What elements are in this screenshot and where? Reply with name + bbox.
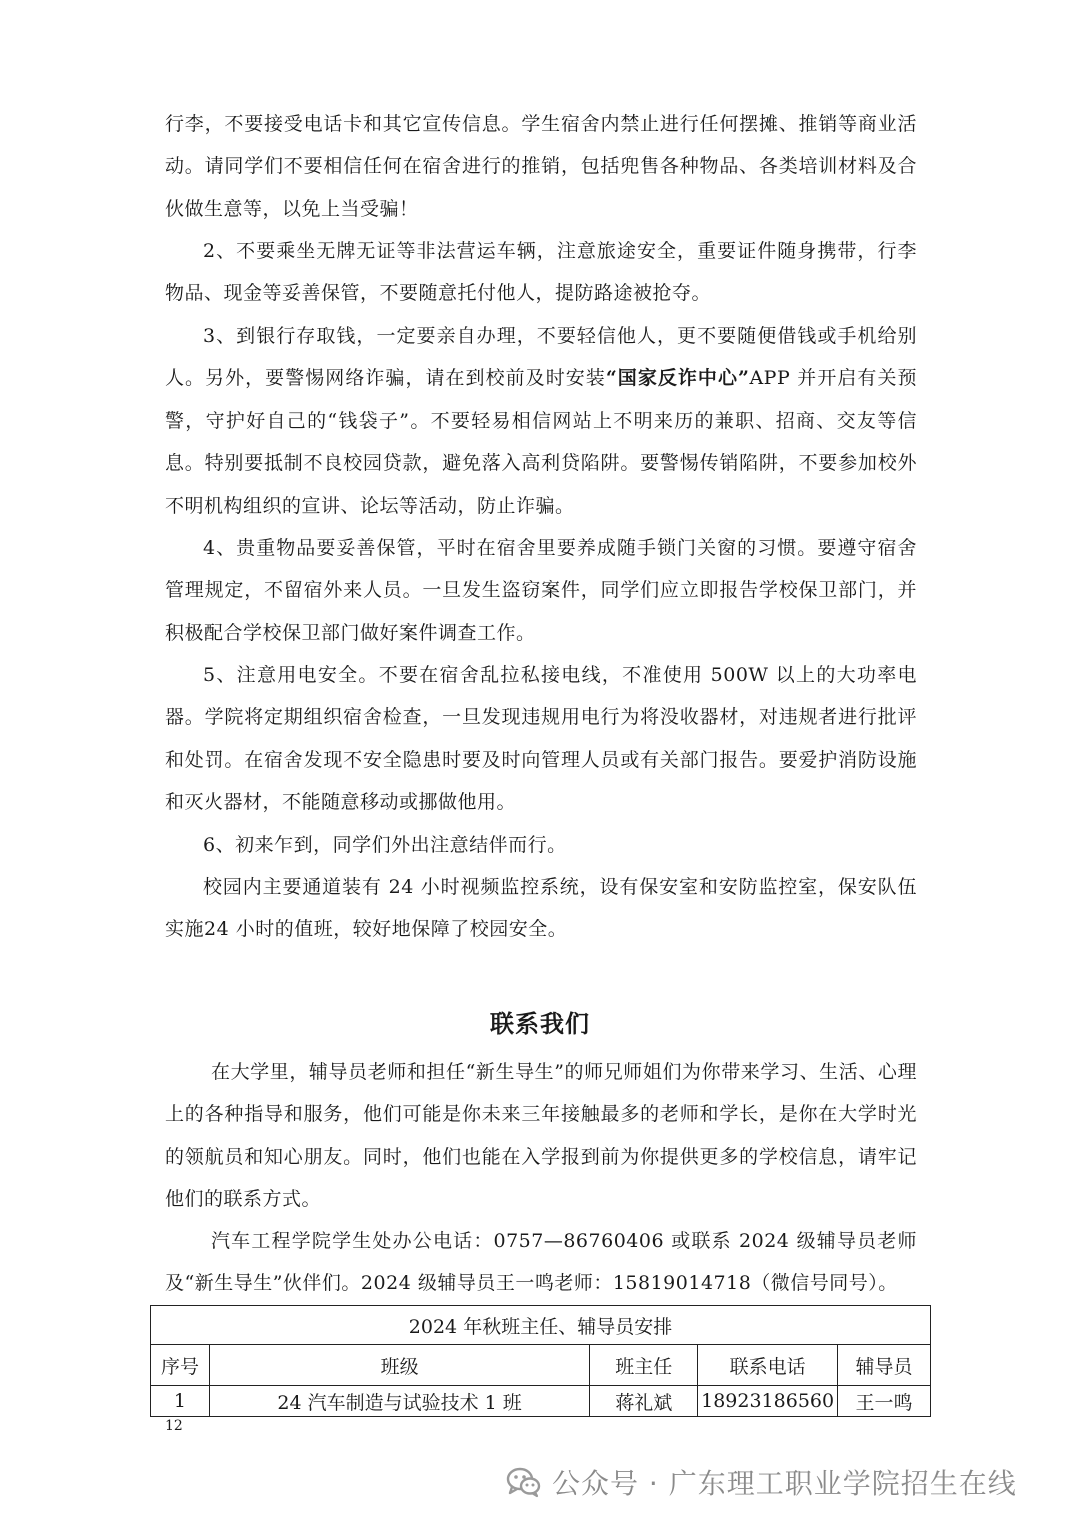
wechat-icon	[506, 1466, 542, 1498]
contact-intro: 在大学里，辅导员老师和担任“新生导生”的师兄师姐们为你带来学习、生活、心理上的各种指导和服务，他们可能是你未来三年接触最多的老师和学长，是你在大学时光的领航员和知心朋友。同时，他们也能在入学报到前为你提供更多的学校信息，请牢记他们的联系方式。	[165, 1061, 917, 1211]
contact-info: 汽车工程学院学生处办公电话：0757—86760406 或联系 2024 级辅导员老师及“新生导生”伙伴们。2024 级辅导员王一鸣老师：15819014718（微信号同号）。	[165, 1230, 917, 1295]
table-caption: 2024 年秋班主任、辅导员安排	[151, 1306, 931, 1345]
cell-phone: 18923186560	[698, 1386, 838, 1417]
page-number: 12	[165, 1418, 183, 1434]
cell-class: 24 汽车制造与试验技术 1 班	[209, 1386, 589, 1417]
assignment-table	[150, 1305, 931, 1417]
anti-fraud-app-name: “国家反诈中心”	[605, 367, 750, 390]
contact-section-title: 联系我们	[490, 1010, 590, 1038]
paragraph-5: 5、注意用电安全。不要在宿舍乱拉私接电线，不准使用 500W 以上的大功率电器。学院将定期组织宿舍检查，一旦发现违规用电行为将没收器材，对违规者进行批评和处罚。在宿舍发现不安全隐患时要及时向管理人员或有关部门报告。要爱护消防设施和灭火器材，不能随意移动或挪做他用。	[165, 664, 917, 814]
header-counselor: 辅导员	[838, 1345, 931, 1386]
cell-counselor: 王一鸣	[838, 1386, 931, 1417]
paragraph-3-after: APP 并开启有关预警，守护好自己的“钱袋子”。不要轻易相信网站上不明来历的兼职、招商、交友等信息。特别要抵制不良校园贷款，避免落入高利贷陷阱。要警惕传销陷阱，不要参加校外不明机构组织的宣讲、论坛等活动，防止诈骗。	[165, 367, 917, 517]
header-index: 序号	[151, 1345, 210, 1386]
header-phone: 联系电话	[698, 1345, 838, 1386]
wechat-watermark	[506, 1462, 1017, 1502]
header-class: 班级	[209, 1345, 589, 1386]
paragraph-1: 行李，不要接受电话卡和其它宣传信息。学生宿舍内禁止进行任何摆摊、推销等商业活动。请同学们不要相信任何在宿舍进行的推销，包括兜售各种物品、各类培训材料及合伙做生意等，以免上当受骗！	[165, 113, 917, 220]
paragraph-2: 2、不要乘坐无牌无证等非法营运车辆，注意旅途安全，重要证件随身携带，行李物品、现金等妥善保管，不要随意托付他人，提防路途被抢夺。	[165, 240, 917, 305]
paragraph-3	[165, 315, 917, 527]
watermark-text: 公众号 · 广东理工职业学院招生在线	[552, 1467, 1017, 1500]
table-row	[151, 1386, 931, 1417]
paragraph-7: 校园内主要通道装有 24 小时视频监控系统，设有保安室和安防监控室，保安队伍实施24 小时的值班，较好地保障了校园安全。	[165, 876, 917, 941]
table-caption-row	[151, 1306, 931, 1345]
paragraph-3-before: 3、到银行存取钱，一定要亲自办理，不要轻信他人，更不要随便借钱或手机给别人。另外，要警惕网络诈骗，请在到校前及时安装	[165, 325, 917, 390]
table-header-row	[151, 1345, 931, 1386]
cell-head-teacher: 蒋礼斌	[590, 1386, 698, 1417]
header-head-teacher: 班主任	[590, 1345, 698, 1386]
cell-index: 1	[151, 1386, 210, 1417]
paragraph-4: 4、贵重物品要妥善保管，平时在宿舍里要养成随手锁门关窗的习惯。要遵守宿舍管理规定，不留宿外来人员。一旦发生盗窃案件，同学们应立即报告学校保卫部门，并积极配合学校保卫部门做好案件调查工作。	[165, 537, 917, 644]
paragraph-6: 6、初来乍到，同学们外出注意结伴而行。	[203, 834, 567, 856]
